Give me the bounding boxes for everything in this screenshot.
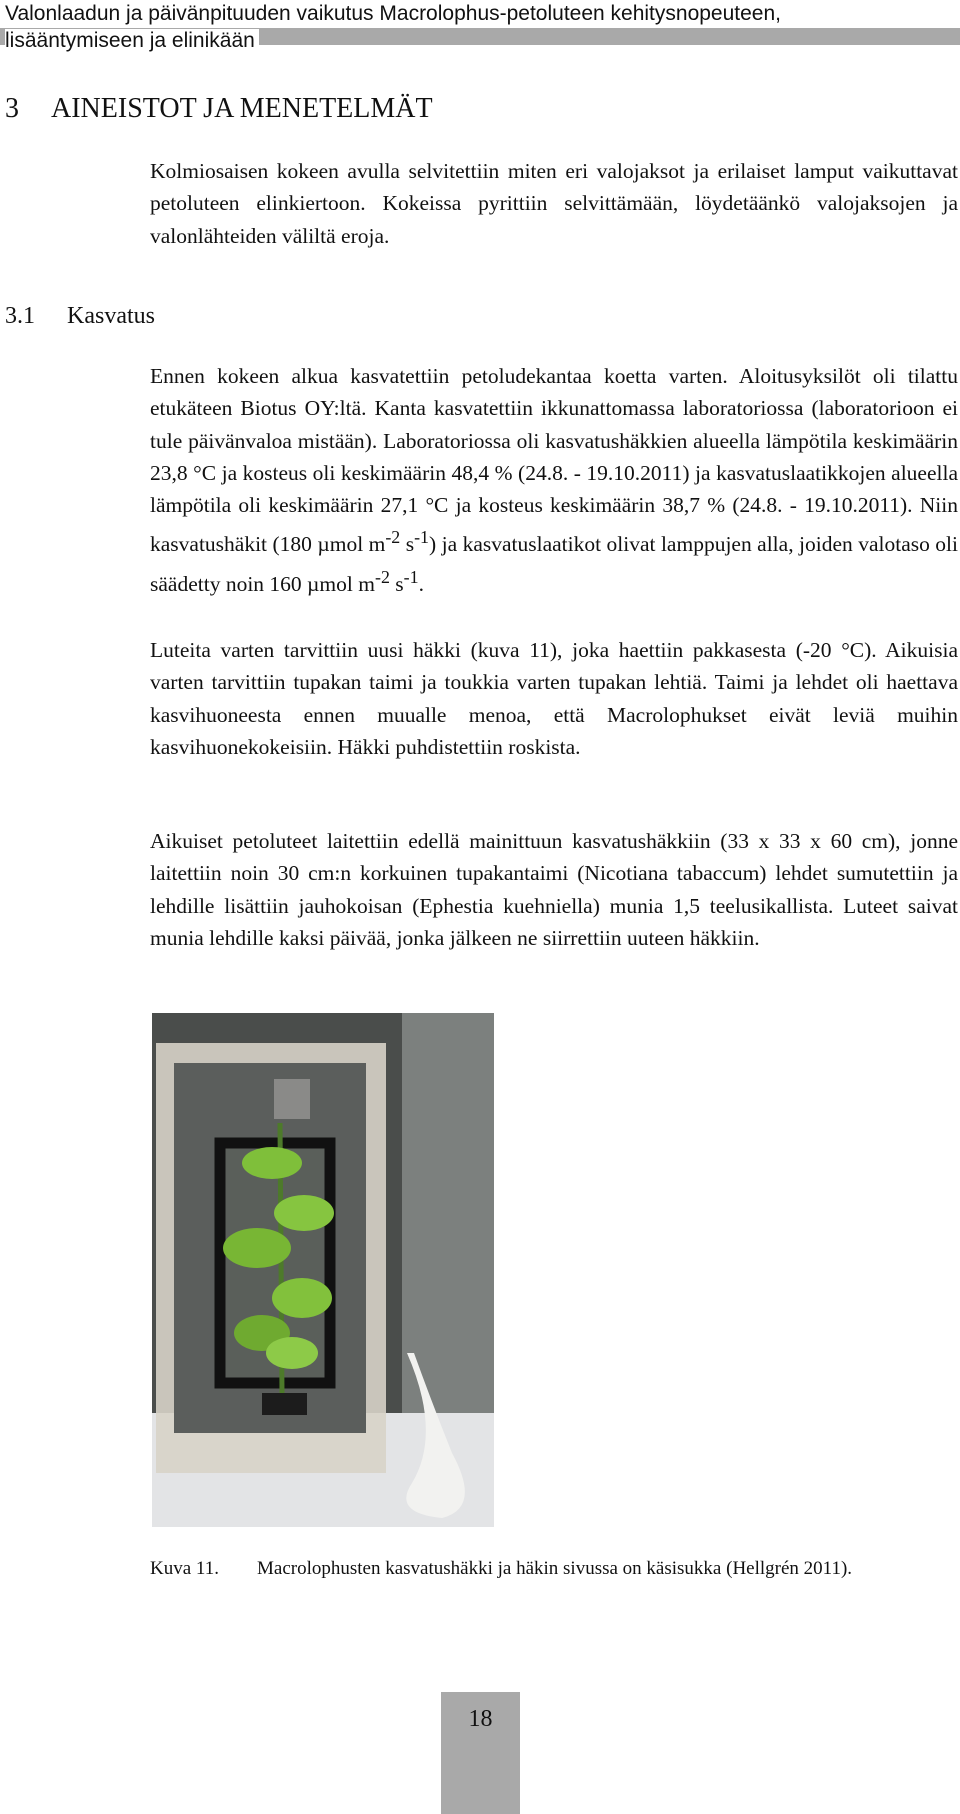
header-title-line2-text: lisääntymiseen ja elinikään (5, 29, 259, 52)
section-heading (5, 92, 433, 126)
cage-photo-illustration (152, 1013, 494, 1527)
superscript: -2 (385, 527, 401, 548)
paragraph-cultivation (150, 360, 958, 600)
paragraph-text: . (418, 572, 424, 597)
superscript: -1 (414, 527, 430, 548)
section-title: AINEISTOT JA MENETELMÄT (51, 93, 433, 124)
subsection-number: 3.1 (5, 303, 35, 329)
paragraph-text: s (400, 532, 415, 557)
paragraph-text: ) ja kasvatuslaatikot olivat lamppujen alla, joiden valotaso oli säädetty noin 160 µmol m (150, 532, 958, 597)
header-title-line1: Valonlaadun ja päivänpituuden vaikutus Macrolophus-petoluteen kehitysnopeuteen, (5, 2, 781, 25)
cage-photo (152, 1013, 494, 1527)
figure-label: Kuva 11. (150, 1558, 219, 1579)
figure-caption-text: Macrolophusten kasvatushäkki ja häkin sivussa on käsisukka (Hellgrén 2011). (257, 1558, 853, 1579)
superscript: -2 (374, 566, 390, 587)
paragraph-cage: Luteita varten tarvittiin uusi häkki (kuva 11), joka haettiin pakkasesta (-20 °C). Aikuisia varten tarvittiin tupakan taimi ja toukkia varten tupakan lehtiä. Taimi ja lehdet oli haettava kasvihuoneesta ennen muualle menoa, että Macrolophukset eivät leviä muihin kasvihuonekokeisiin. Häkki puhdistettiin roskista. (150, 638, 958, 759)
header-title-line2 (5, 28, 259, 54)
subsection-heading (5, 300, 155, 332)
paragraph-text: s (389, 572, 404, 597)
page-number: 18 (468, 1706, 493, 1732)
section-intro-paragraph: Kolmiosaisen kokeen avulla selvitettiin miten eri valojaksot ja erilaiset lamput vaikuttavat petoluteen elinkiertoon. Kokeissa pyrittiin selvittämään, löydetäänkö valojaksojen ja valonlähteiden väliltä eroja. (150, 159, 958, 248)
section-number: 3 (5, 93, 19, 124)
superscript: -1 (403, 566, 419, 587)
paragraph-adults: Aikuiset petoluteet laitettiin edellä mainittuun kasvatushäkkiin (33 x 33 x 60 cm), jonne laitettiin noin 30 cm:n korkuinen tupakantaimi (Nicotiana tabaccum) lehdet sumutettiin ja lehdille lisättiin jauhokoisan (Ephestia kuehniella) munia 1,5 teelusikallista. Luteet saivat munia lehdille kaksi päivää, jonka jälkeen ne siirrettiin uuteen häkkiin. (150, 829, 958, 950)
paragraph-text: Ennen kokeen alkua kasvatettiin petoludekantaa koetta varten. Aloitusyksilöt oli tilattu etukäteen Biotus OY:ltä. Kanta kasvatettiin ikkunattomassa laboratoriossa (laboratorioon ei tule päivänvaloa mistään). Laboratoriossa oli kasvatushäkkien alueella lämpötila keskimäärin 23,8 °C ja kosteus oli keskimäärin 48,4 % (24.8. - 19.10.2011) ja kasvatuslaatikkojen alueella lämpötila oli keskimäärin 27,1 °C ja kosteus keskimäärin 38,7 % (24.8. - 19.10.2011). Niin kasvatushäkit (180 µmol m (150, 364, 958, 557)
page-number-box (441, 1692, 520, 1814)
running-header (0, 0, 960, 56)
subsection-title: Kasvatus (67, 303, 155, 329)
